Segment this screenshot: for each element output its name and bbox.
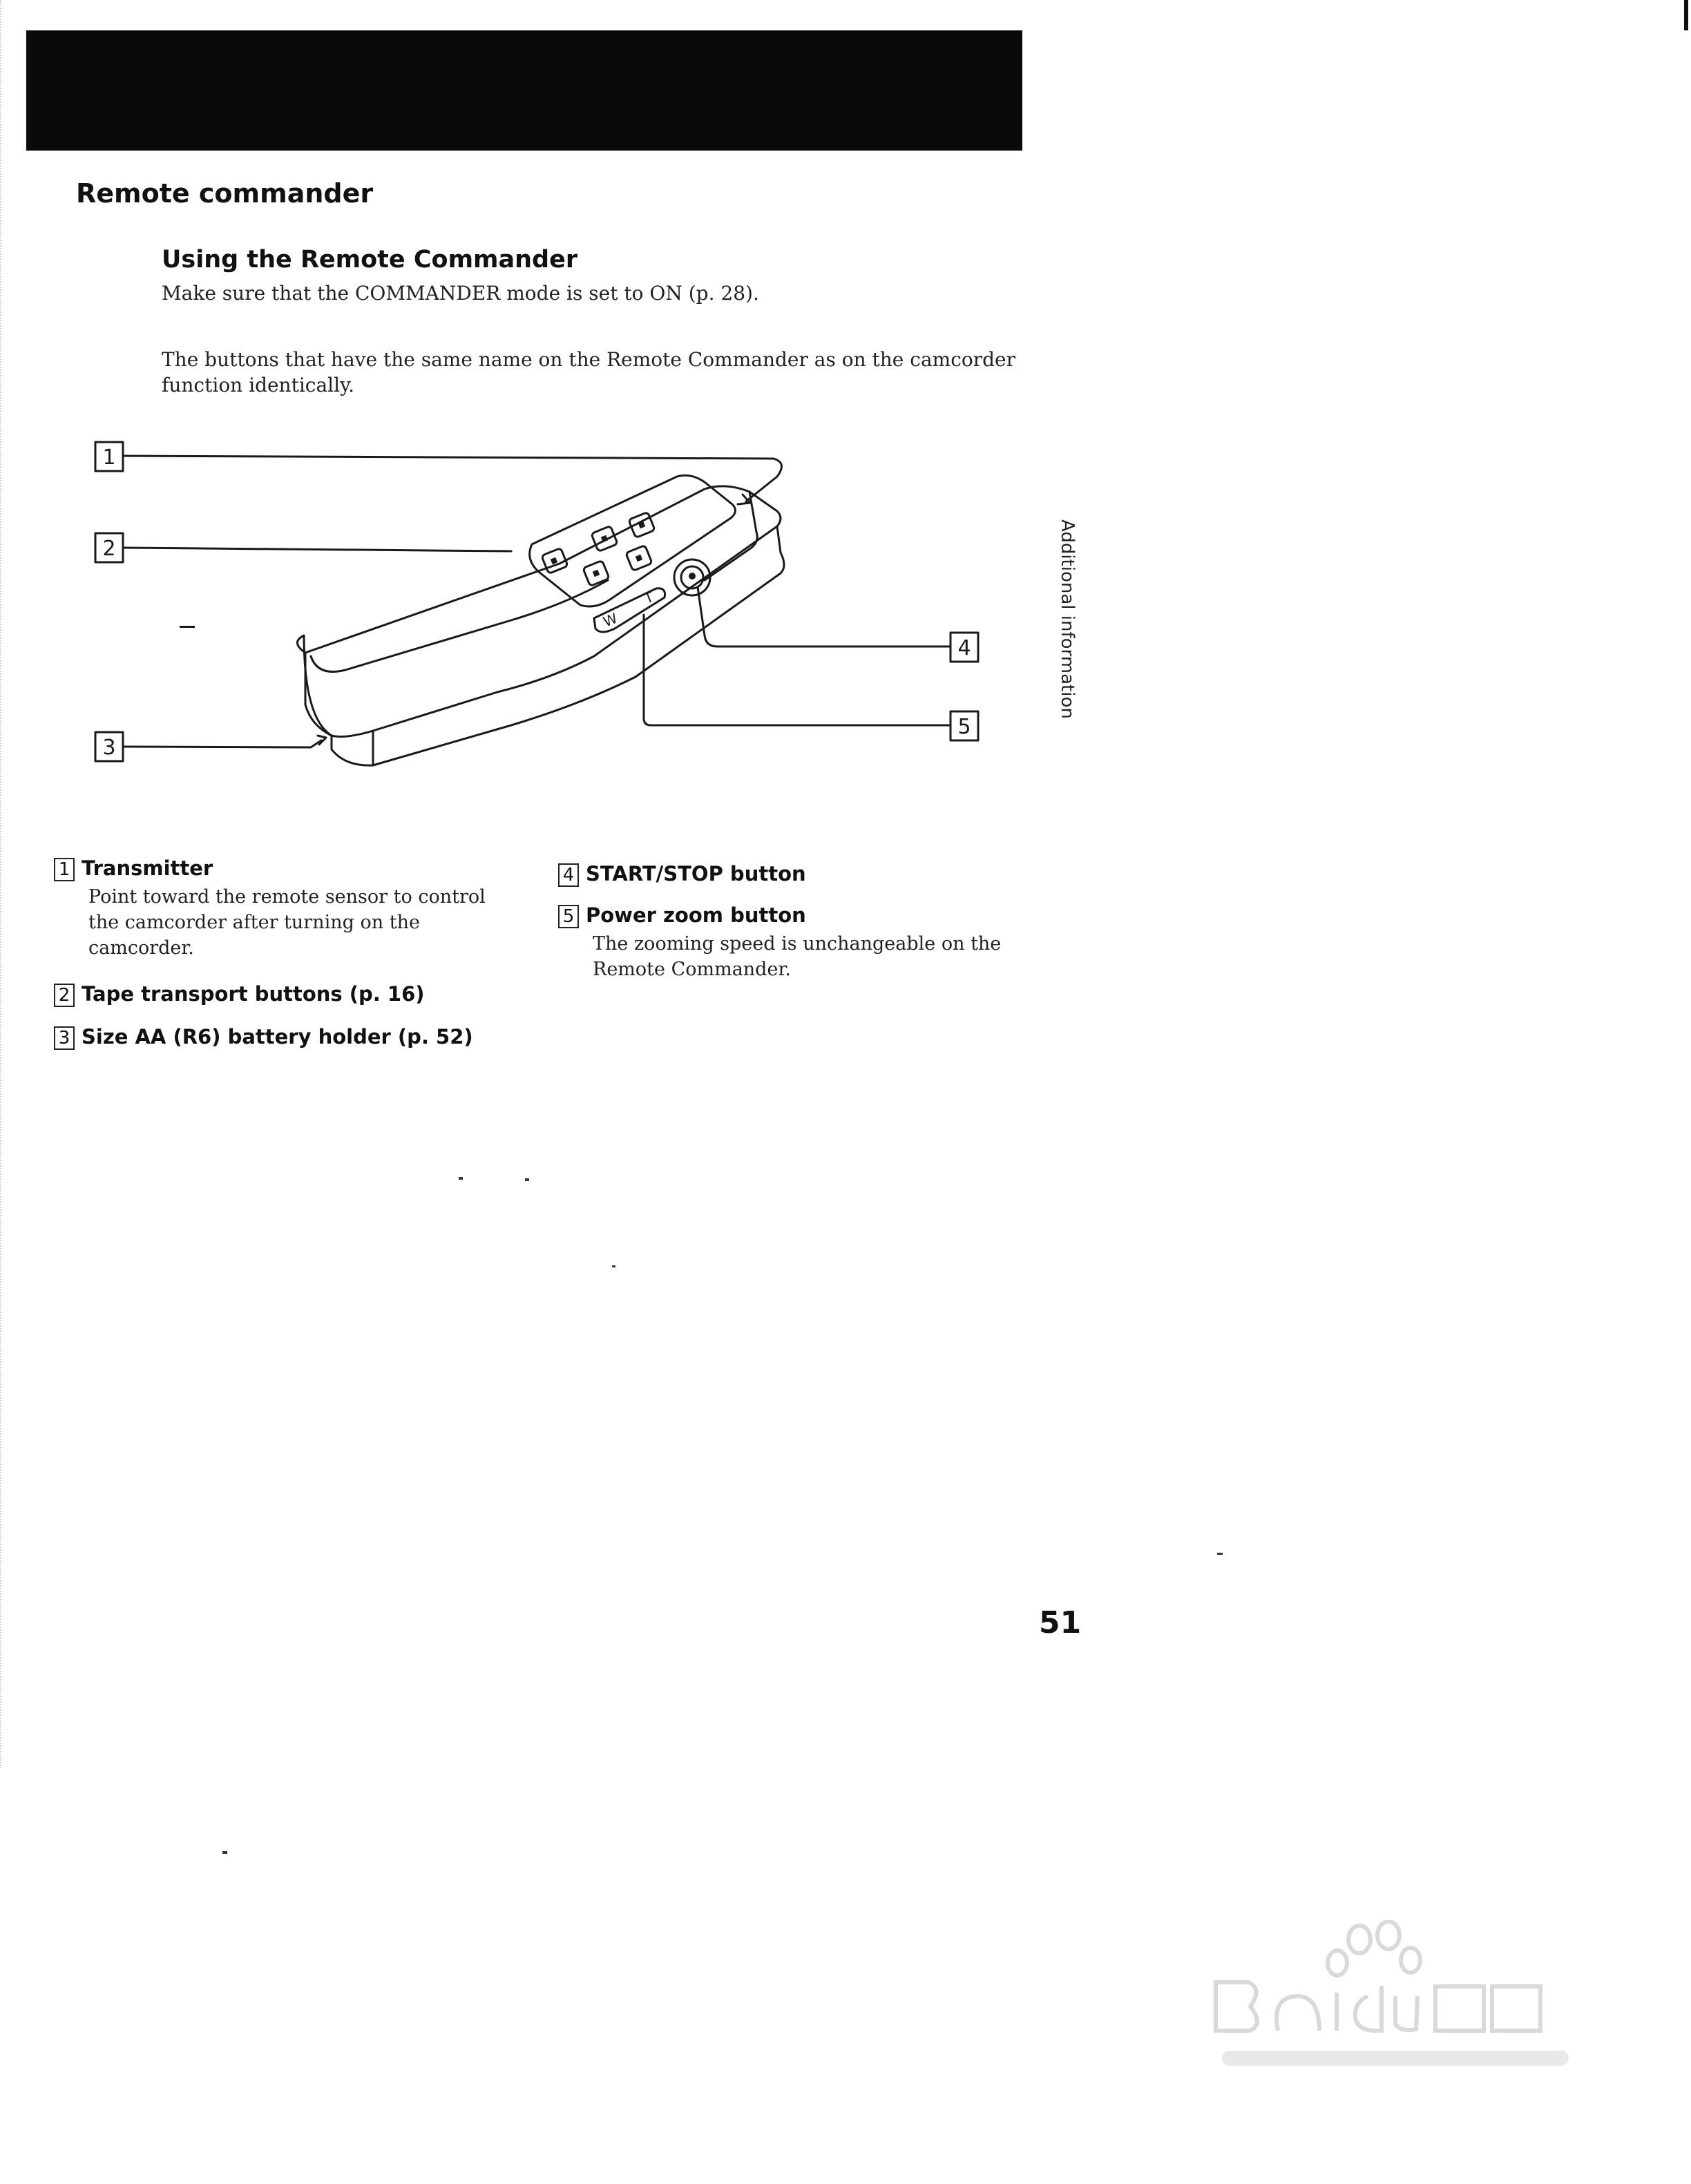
intro-paragraph: Make sure that the COMMANDER mode is set to ON (p. 28).: [162, 282, 759, 305]
side-tab-label: Additional information: [1057, 519, 1078, 719]
item-1: [54, 856, 213, 881]
remote-commander-diagram: [83, 428, 1009, 801]
callout-number-5: 5: [957, 715, 971, 739]
button-panel: [530, 475, 736, 606]
side-tab: [1057, 519, 1091, 747]
item-4-number: 4: [558, 863, 579, 887]
item-5-description: The zooming speed is unchangeable on the Remote Commander.: [593, 933, 1002, 980]
scan-speck: [525, 1178, 529, 1181]
item-3-number: 3: [54, 1026, 75, 1050]
callout-number-3: 3: [102, 736, 116, 760]
item-3: [54, 1025, 473, 1050]
item-2-label: Tape transport buttons (p. 16): [82, 982, 425, 1006]
item-1-label: Transmitter: [82, 856, 213, 880]
item-5-label: Power zoom button: [586, 903, 806, 927]
scan-speck: [612, 1265, 615, 1267]
header-bar: [26, 30, 1022, 151]
item-5: [558, 903, 806, 928]
zoom-t-label: T: [642, 588, 656, 607]
item-2: [54, 982, 425, 1007]
crop-mark: [1684, 0, 1688, 30]
scan-speck: [222, 1851, 227, 1854]
leader-line-1: [123, 456, 781, 501]
item-3-label: Size AA (R6) battery holder (p. 52): [82, 1025, 473, 1048]
leader-line-2: [123, 548, 511, 551]
page-number: 51: [1039, 1605, 1082, 1640]
baidu-watermark-logo: [1174, 1920, 1603, 2086]
item-4-label: START/STOP button: [586, 862, 806, 885]
item-1-number: 1: [54, 858, 75, 881]
subsection-title: Using the Remote Commander: [162, 246, 578, 274]
zoom-w-label: W: [600, 609, 620, 631]
leader-line-3: [123, 740, 321, 747]
leader-line-5: [644, 615, 950, 725]
item-1-description: Point toward the remote sensor to control the camcorder after turning on the camcorder.: [88, 886, 486, 959]
scan-speck: [459, 1177, 463, 1180]
callout-number-1: 1: [102, 446, 116, 470]
callout-number-4: 4: [957, 636, 971, 660]
item-2-number: 2: [54, 984, 75, 1007]
callout-number-2: 2: [102, 537, 116, 561]
item-5-number: 5: [558, 905, 579, 928]
item-4: [558, 862, 806, 887]
leader-line-4: [698, 587, 950, 646]
scan-edge: [0, 0, 3, 1768]
scan-speck: [1217, 1553, 1223, 1555]
buttons-paragraph: The buttons that have the same name on the Remote Commander as on the camcorder function identically.: [162, 348, 1015, 396]
section-title: Remote commander: [76, 178, 374, 209]
